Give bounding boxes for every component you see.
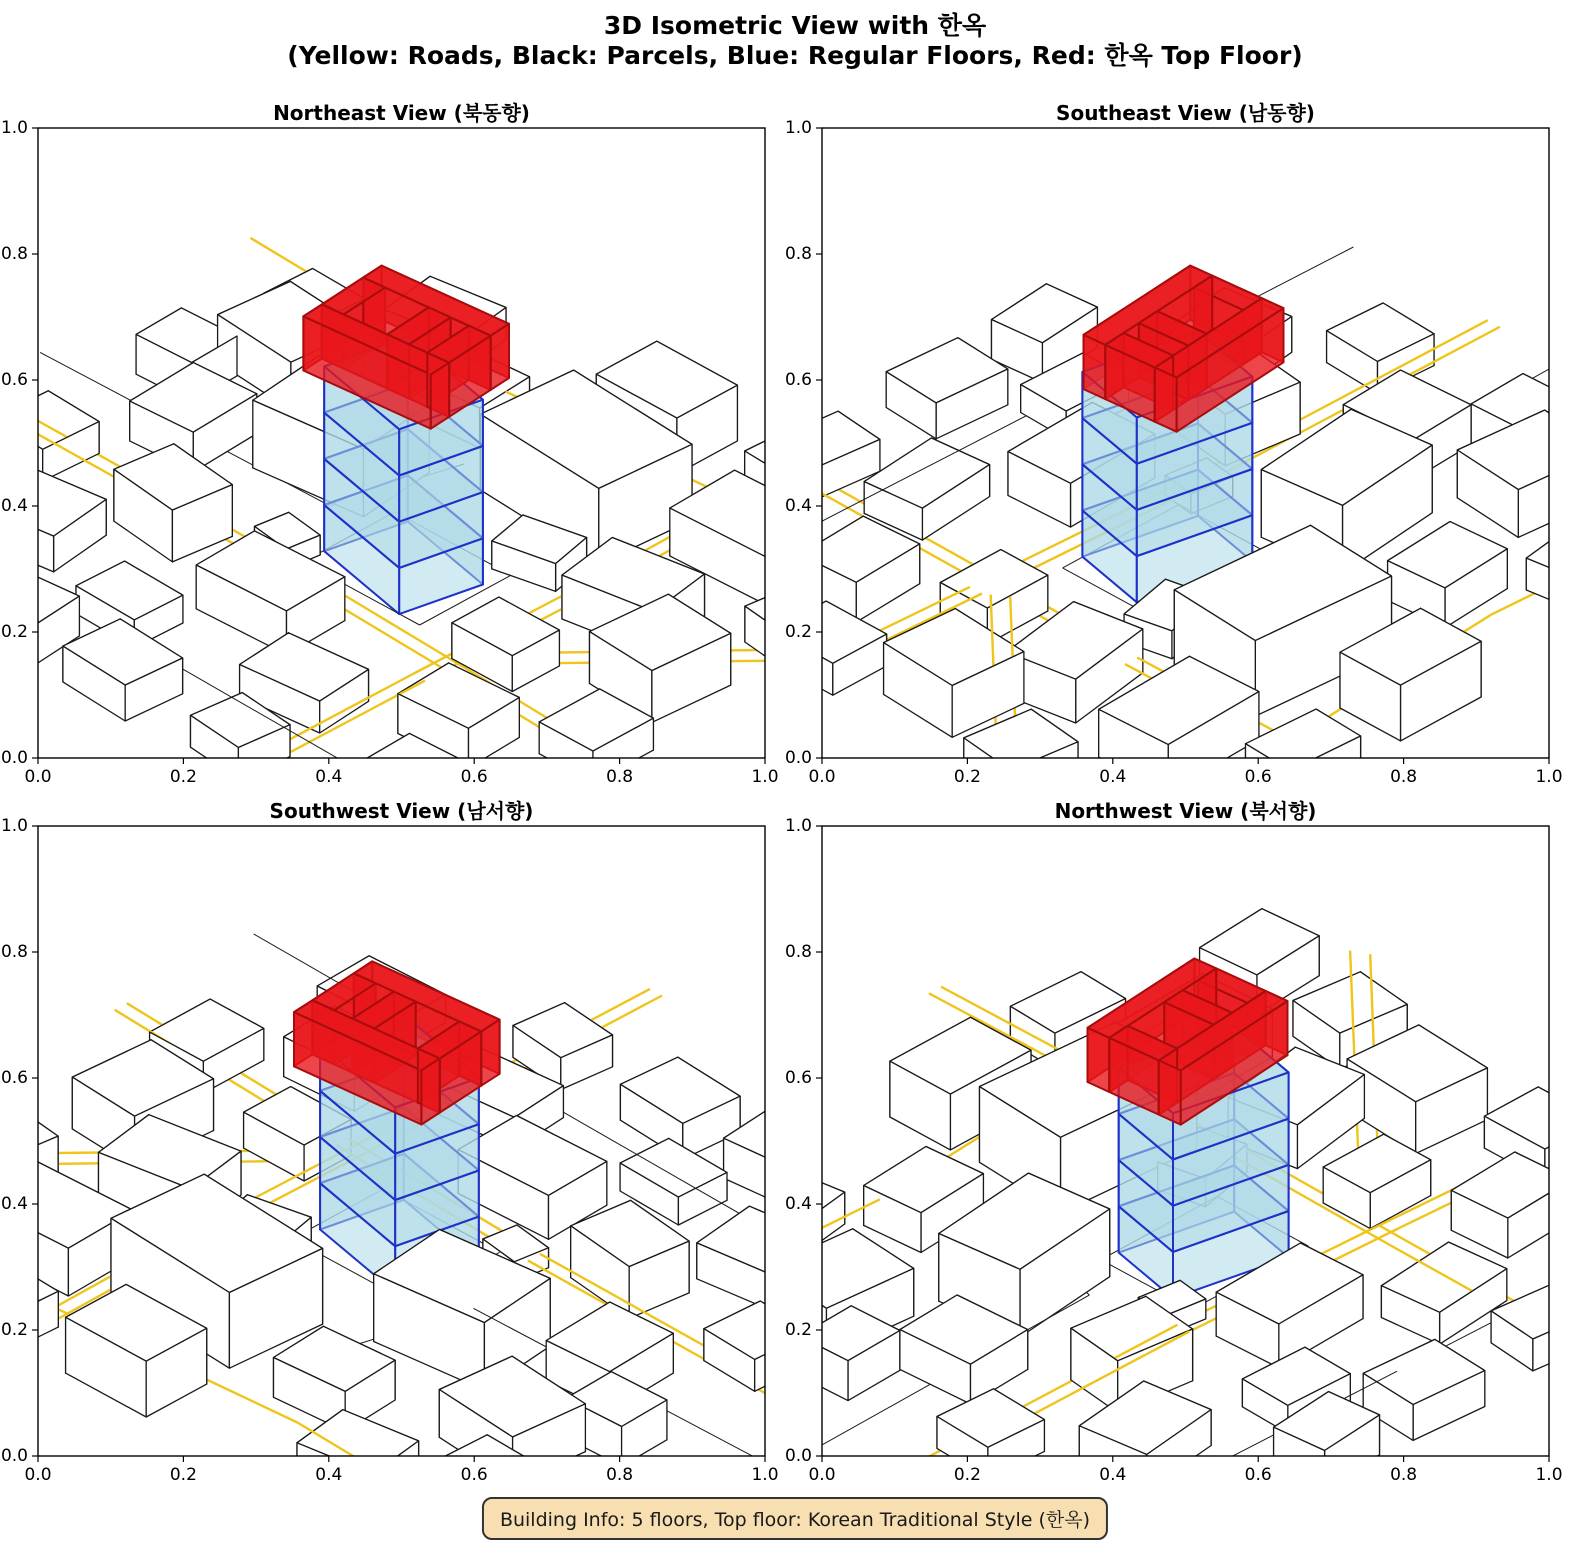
x-tick-label: 0.0 <box>808 1465 836 1485</box>
x-tick-label: 1.0 <box>751 767 779 787</box>
subplot-title-southeast: Southeast View (남동향) <box>1056 101 1315 125</box>
building-info-box: Building Info: 5 floors, Top floor: Korean Traditional Style (한옥) <box>482 1497 1108 1540</box>
x-tick-label: 1.0 <box>1535 1465 1563 1485</box>
y-tick-label: 0.2 <box>0 1320 28 1340</box>
subplot-title-northwest: Northwest View (북서향) <box>1054 799 1317 823</box>
x-tick-label: 0.4 <box>1099 1465 1127 1485</box>
y-tick-label: 0.6 <box>0 1068 28 1088</box>
x-tick-label: 0.4 <box>315 767 343 787</box>
y-tick-label: 0.6 <box>0 370 28 390</box>
x-tick-label: 0.0 <box>808 767 836 787</box>
y-tick-label: 0.4 <box>784 1194 812 1214</box>
y-tick-label: 1.0 <box>784 816 812 836</box>
x-tick-label: 0.6 <box>460 767 488 787</box>
y-tick-label: 1.0 <box>0 816 28 836</box>
y-tick-label: 0.0 <box>0 748 28 768</box>
x-tick-label: 0.8 <box>1390 1465 1418 1485</box>
x-tick-label: 0.8 <box>606 1465 634 1485</box>
x-tick-label: 0.0 <box>24 1465 52 1485</box>
y-tick-label: 0.0 <box>784 748 812 768</box>
y-tick-label: 0.4 <box>0 1194 28 1214</box>
x-tick-label: 1.0 <box>751 1465 779 1485</box>
x-tick-label: 0.0 <box>24 767 52 787</box>
isometric-view-northwest <box>822 826 1549 1456</box>
y-tick-label: 1.0 <box>0 118 28 138</box>
x-tick-label: 0.8 <box>606 767 634 787</box>
x-tick-label: 0.8 <box>1390 767 1418 787</box>
isometric-view-southeast <box>822 128 1549 758</box>
figure-subtitle: (Yellow: Roads, Black: Parcels, Blue: Regular Floors, Red: 한옥 Top Floor) <box>287 41 1303 70</box>
y-tick-label: 0.6 <box>784 370 812 390</box>
x-tick-label: 0.4 <box>315 1465 343 1485</box>
y-tick-label: 0.8 <box>784 244 812 264</box>
y-tick-label: 0.2 <box>784 1320 812 1340</box>
y-tick-label: 0.2 <box>784 622 812 642</box>
y-tick-label: 0.6 <box>784 1068 812 1088</box>
x-tick-label: 0.2 <box>169 767 197 787</box>
y-tick-label: 0.4 <box>784 496 812 516</box>
subplot-title-southwest: Southwest View (남서향) <box>269 799 534 823</box>
x-tick-label: 0.6 <box>460 1465 488 1485</box>
x-tick-label: 0.2 <box>953 767 981 787</box>
isometric-view-southwest <box>38 826 765 1456</box>
x-tick-label: 0.2 <box>169 1465 197 1485</box>
x-tick-label: 1.0 <box>1535 767 1563 787</box>
x-tick-label: 0.6 <box>1244 1465 1272 1485</box>
x-tick-label: 0.6 <box>1244 767 1272 787</box>
y-tick-label: 0.8 <box>0 244 28 264</box>
subplot-title-northeast: Northeast View (북동향) <box>273 101 530 125</box>
y-tick-label: 1.0 <box>784 118 812 138</box>
y-tick-label: 0.4 <box>0 496 28 516</box>
y-tick-label: 0.0 <box>0 1446 28 1466</box>
y-tick-label: 0.2 <box>0 622 28 642</box>
y-tick-label: 0.8 <box>784 942 812 962</box>
x-tick-label: 0.4 <box>1099 767 1127 787</box>
x-tick-label: 0.2 <box>953 1465 981 1485</box>
y-tick-label: 0.8 <box>0 942 28 962</box>
figure-title: 3D Isometric View with 한옥 <box>603 11 987 40</box>
y-tick-label: 0.0 <box>784 1446 812 1466</box>
isometric-view-northeast <box>38 128 765 758</box>
